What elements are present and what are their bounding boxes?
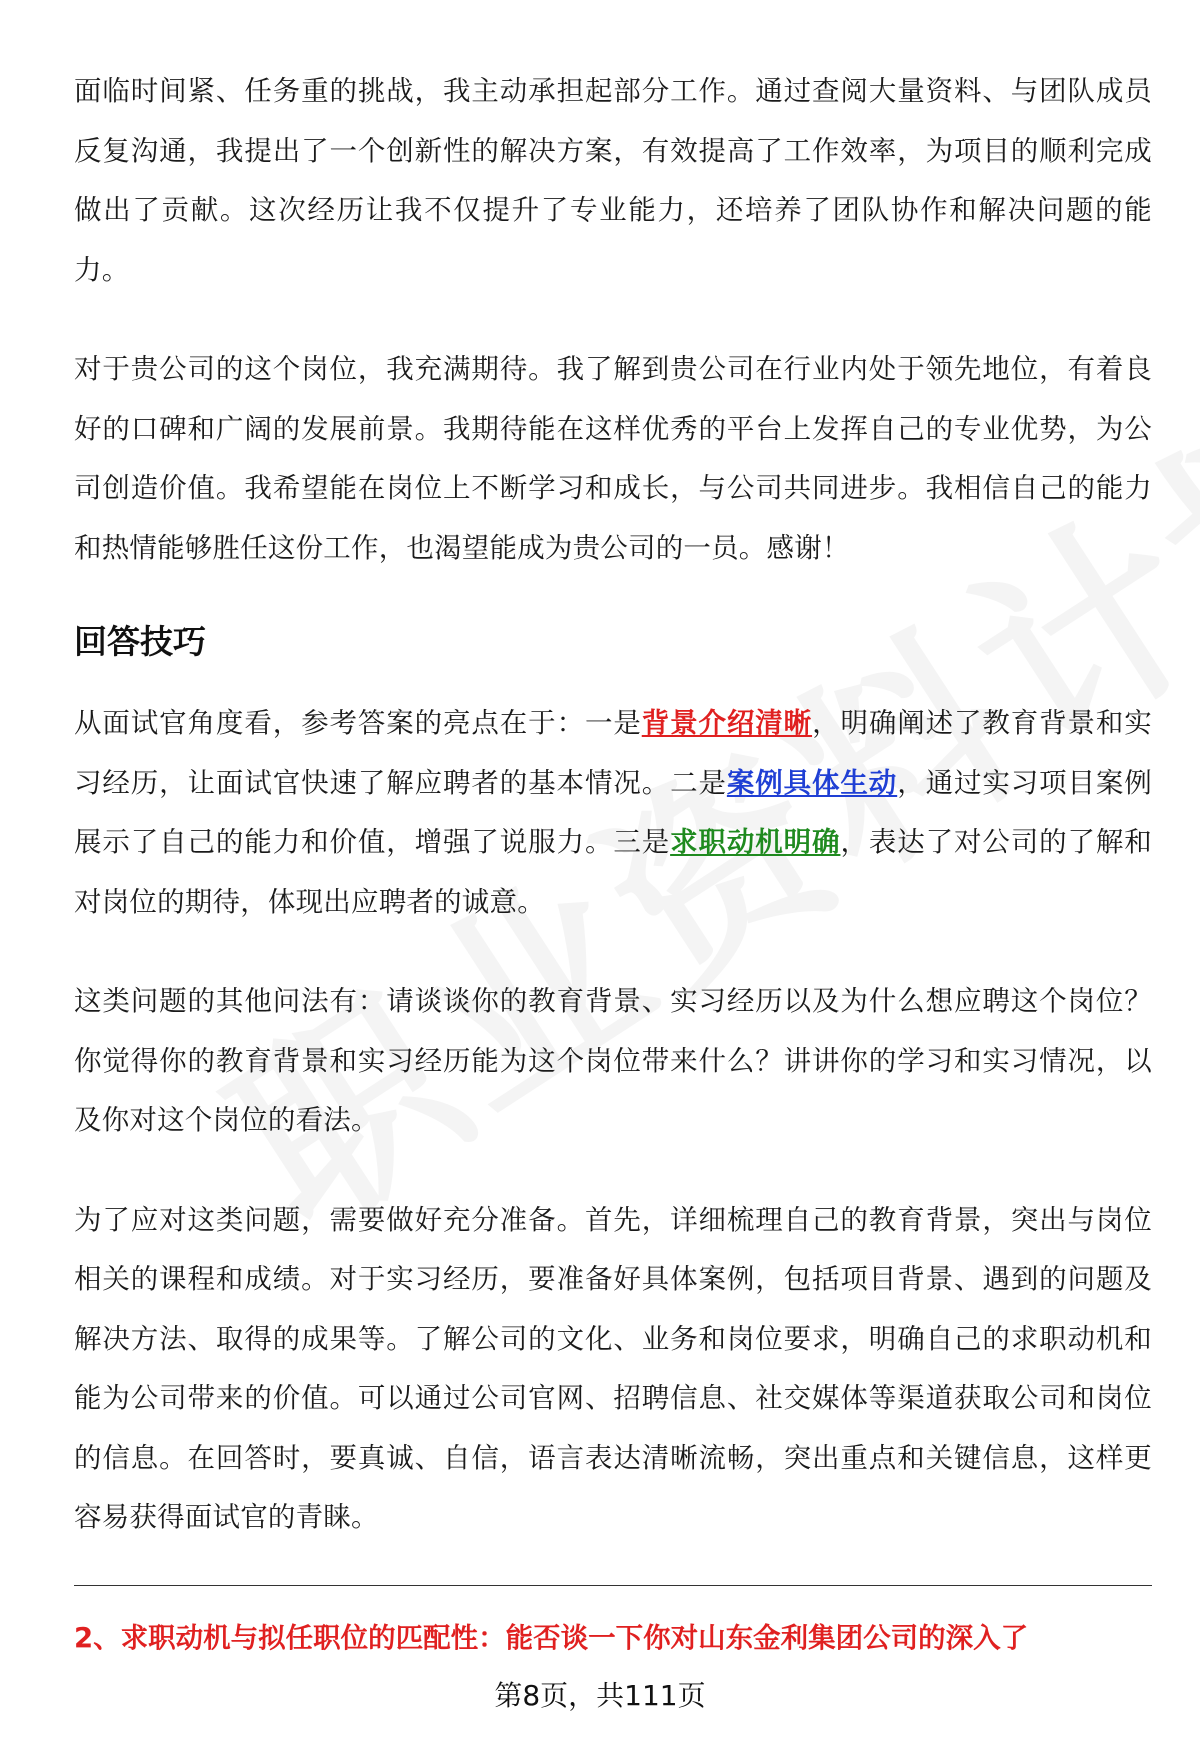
- highlight-background-clear: 背景介绍清晰: [641, 707, 813, 739]
- tips-text-1: 从面试官角度看，参考答案的亮点在于：一是: [74, 707, 642, 739]
- page-number-footer: 第8页，共111页: [494, 1679, 706, 1712]
- paragraph-motivation: 对于贵公司的这个岗位，我充满期待。我了解到贵公司在行业内处于领先地位，有着良好的口碑和广阔的发展前景。我期待能在这样优秀的平台上发挥自己的专业优势，为公司创造价值。我希望能在岗位上不断学习和成长，与公司共同进步。我相信自己的能力和热情能够胜任这份工作，也渴望能成为贵公司的一员。感谢！: [74, 353, 1152, 564]
- paragraph-preparation: 为了应对这类问题，需要做好充分准备。首先，详细梳理自己的教育背景，突出与岗位相关的课程和成绩。对于实习经历，要准备好具体案例，包括项目背景、遇到的问题及解决方法、取得的成果等。了解公司的文化、业务和岗位要求，明确自己的求职动机和能为公司带来的价值。可以通过公司官网、招聘信息、社交媒体等渠道获取公司和岗位的信息。在回答时，要真诚、自信，语言表达清晰流畅，突出重点和关键信息，这样更容易获得面试官的青睐。: [74, 1203, 1152, 1533]
- page-content: [74, 62, 1152, 1588]
- tips-text-3: ，通过实习项目案例展示了自己的能力和价值，增强了说服力。三是: [74, 766, 1152, 858]
- tips-text-2: ，明确阐述了教育背景和实习经历，让面试官快速了解应聘者的基本情况。二是: [74, 707, 1153, 799]
- highlight-motivation-clear: 求职动机明确: [670, 826, 841, 858]
- paragraph-tips: [74, 694, 1152, 932]
- next-question-heading: 2、求职动机与拟任职位的匹配性：能否谈一下你对山东金利集团公司的深入了: [74, 1622, 1029, 1654]
- tips-text-4: ，表达了对公司的了解和对岗位的期待，体现出应聘者的诚意。: [74, 826, 1152, 918]
- paragraph-experience: 面临时间紧、任务重的挑战，我主动承担起部分工作。通过查阅大量资料、与团队成员反复沟通，我提出了一个创新性的解决方案，有效提高了工作效率，为项目的顺利完成做出了贡献。这次经历让我不仅提升了专业能力，还培养了团队协作和解决问题的能力。: [74, 75, 1152, 286]
- section-heading-answer-tips: 回答技巧: [74, 622, 206, 661]
- highlight-case-vivid: 案例具体生动: [726, 766, 898, 799]
- section-divider: [74, 1585, 1152, 1586]
- paragraph-alternative-questions: 这类问题的其他问法有：请谈谈你的教育背景、实习经历以及为什么想应聘这个岗位？你觉得你的教育背景和实习经历能为这个岗位带来什么？讲讲你的学习和实习情况，以及你对这个岗位的看法。: [74, 985, 1152, 1136]
